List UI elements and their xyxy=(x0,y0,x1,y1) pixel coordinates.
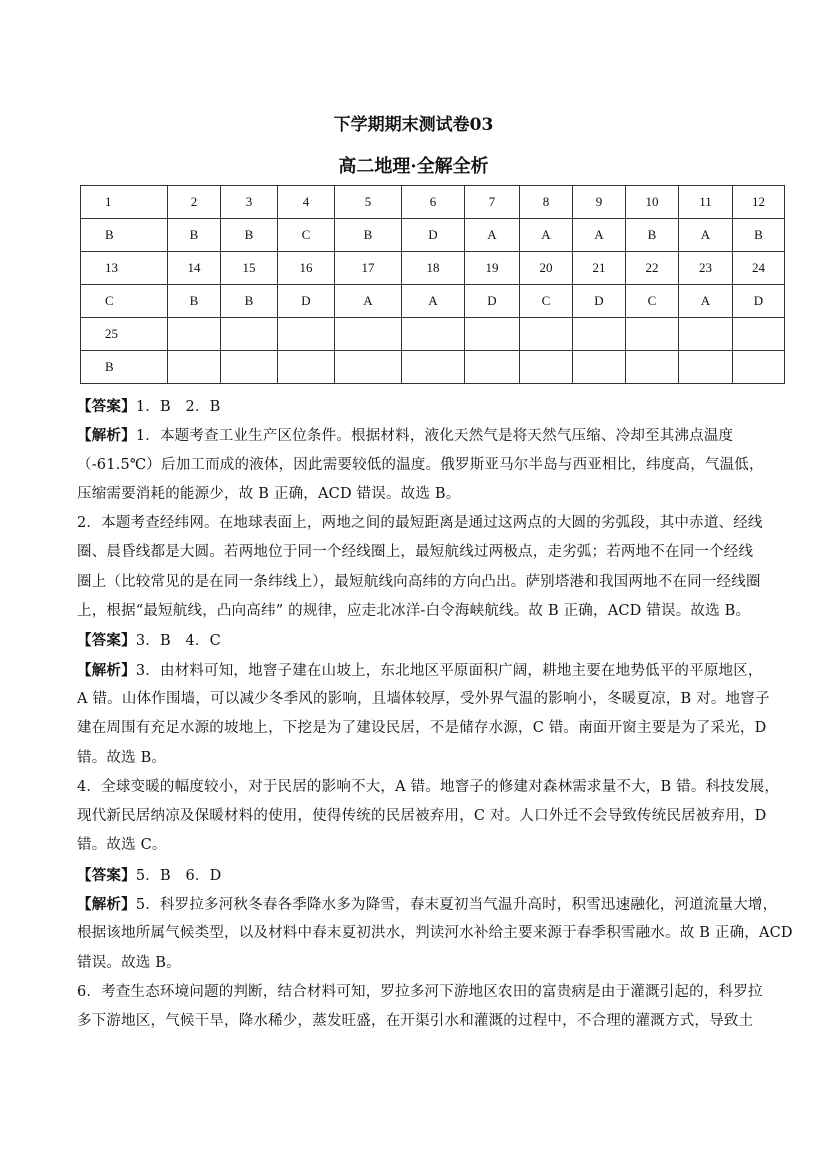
table-cell: 19 xyxy=(465,252,520,285)
table-cell xyxy=(168,318,221,351)
line-text: 圈、晨昏线都是大圆。若两地位于同一个经线圈上，最短航线过两极点，走劣弧；若两地不在同一个经线 xyxy=(77,544,754,561)
table-cell: B xyxy=(168,219,221,252)
table-cell xyxy=(520,318,573,351)
table-cell xyxy=(402,351,465,384)
text-line xyxy=(77,568,761,597)
text-line xyxy=(77,1007,757,1036)
text-line xyxy=(77,421,757,450)
table-cell: 12 xyxy=(733,186,785,219)
table-cell: 4 xyxy=(278,186,335,219)
table-cell: B xyxy=(221,285,278,318)
line-text: 3．由材料可知，地窨子建在山坡上，东北地区平原面积广阔，耕地主要在地势低平的平原地区， xyxy=(135,662,763,679)
line-text: 3．B 4．C xyxy=(135,633,221,650)
text-line xyxy=(77,714,767,743)
line-text: 1．本题考查工业生产区位条件。根据材料，液化天然气是将天然气压缩、冷却至其沸点温度 xyxy=(135,428,734,445)
table-cell: C xyxy=(81,285,168,318)
text-line xyxy=(77,949,757,978)
section-tag: 【解析】 xyxy=(77,661,136,679)
table-cell: 24 xyxy=(733,252,785,285)
line-text: 2．本题考查经纬网。在地球表面上，两地之间的最短距离是通过这两点的大圆的劣弧段，其中赤道、经线 xyxy=(77,515,763,532)
section-tag: 【答案】 xyxy=(77,632,136,650)
table-cell: A xyxy=(465,219,520,252)
section-tag: 【解析】 xyxy=(77,896,136,914)
table-cell: 6 xyxy=(402,186,465,219)
table-cell: A xyxy=(402,285,465,318)
text-line xyxy=(77,978,763,1007)
table-row xyxy=(81,351,785,384)
table-cell: D xyxy=(278,285,335,318)
table-cell: 17 xyxy=(335,252,402,285)
table-cell: 18 xyxy=(402,252,465,285)
table-cell xyxy=(168,351,221,384)
table-cell xyxy=(278,318,335,351)
line-text: 圈上（比较常见的是在同一条纬线上），最短航线向高纬的方向凸出。萨别塔港和我国两地不在同一经线圈 xyxy=(77,573,761,590)
table-cell: B xyxy=(626,219,679,252)
table-cell: 25 xyxy=(81,318,168,351)
table-cell: 10 xyxy=(626,186,679,219)
table-cell: 11 xyxy=(679,186,733,219)
table-cell xyxy=(221,351,278,384)
table-row xyxy=(81,285,785,318)
table-cell: A xyxy=(520,219,573,252)
text-line xyxy=(77,451,764,480)
table-cell: 7 xyxy=(465,186,520,219)
table-cell xyxy=(573,318,626,351)
table-row xyxy=(81,318,785,351)
line-text: 错。故选 C。 xyxy=(77,837,167,854)
table-cell: C xyxy=(626,285,679,318)
document-subtitle: 高二地理·全解全析 xyxy=(338,156,489,177)
table-cell: B xyxy=(168,285,221,318)
table-row xyxy=(81,252,785,285)
table-cell xyxy=(733,351,785,384)
table-row xyxy=(81,186,785,219)
text-line xyxy=(77,831,757,860)
table-cell: A xyxy=(679,285,733,318)
table-cell: B xyxy=(81,351,168,384)
text-line xyxy=(77,773,780,802)
section-tag: 【解析】 xyxy=(77,427,136,445)
line-text: A 错。山体作围墙，可以减少冬季风的影响，且墙体较厚，受外界气温的影响小，冬暖夏凉，B 对。地窨子 xyxy=(77,690,770,707)
line-text: 上，根据“最短航线，凸向高纬” 的规律，应走北冰洋-白令海峡航线。故 B 正确，ACD 错误。故选 B。 xyxy=(77,603,751,620)
table-cell xyxy=(733,318,785,351)
table-cell: 14 xyxy=(168,252,221,285)
table-cell: 16 xyxy=(278,252,335,285)
text-line xyxy=(77,861,757,890)
explanation-body xyxy=(77,392,793,1037)
table-cell: B xyxy=(335,219,402,252)
table-cell xyxy=(402,318,465,351)
table-cell xyxy=(221,318,278,351)
table-cell xyxy=(465,351,520,384)
line-text: 5．科罗拉多河秋冬春各季降水多为降雪，春末夏初当气温升高时，积雪迅速融化，河道流量大增， xyxy=(135,897,778,914)
table-cell xyxy=(679,351,733,384)
table-cell xyxy=(573,351,626,384)
table-cell: D xyxy=(573,285,626,318)
table-cell xyxy=(335,351,402,384)
text-line xyxy=(77,392,757,421)
line-text: （-61.5℃）后加工而成的液体，因此需要较低的温度。俄罗斯亚马尔半岛与西亚相比，纬度高，气温低， xyxy=(77,456,764,473)
table-cell xyxy=(626,318,679,351)
table-cell: C xyxy=(520,285,573,318)
table-cell: 1 xyxy=(81,186,168,219)
table-cell: D xyxy=(465,285,520,318)
line-text: 根据该地所属气候类型，以及材料中春末夏初洪水，判读河水补给主要来源于春季积雪融水。故 B 正确，ACD xyxy=(77,925,793,942)
table-cell: A xyxy=(679,219,733,252)
table-cell: D xyxy=(402,219,465,252)
table-cell: 20 xyxy=(520,252,573,285)
table-cell: 23 xyxy=(679,252,733,285)
table-cell xyxy=(465,318,520,351)
text-line xyxy=(77,802,767,831)
line-text: 建在周围有充足水源的坡地上，下挖是为了建设民居，不是储存水源，C 错。南面开窗主要是为了采光，D xyxy=(77,720,767,737)
table-cell: 8 xyxy=(520,186,573,219)
section-tag: 【答案】 xyxy=(77,398,136,415)
table-cell: D xyxy=(733,285,785,318)
text-line xyxy=(77,919,793,948)
text-line xyxy=(77,685,770,714)
text-line xyxy=(77,509,763,538)
line-text: 4．全球变暖的幅度较小，对于民居的影响不大，A 错。地窨子的修建对森林需求量不大，B 错。科技发展， xyxy=(77,778,780,795)
section-tag: 【答案】 xyxy=(77,866,136,884)
table-cell: B xyxy=(81,219,168,252)
text-line xyxy=(77,744,757,773)
text-line xyxy=(77,656,763,685)
table-cell: C xyxy=(278,219,335,252)
table-cell: A xyxy=(335,285,402,318)
table-cell: 2 xyxy=(168,186,221,219)
text-line xyxy=(77,597,757,626)
table-cell: 22 xyxy=(626,252,679,285)
table-cell xyxy=(335,318,402,351)
table-cell: 5 xyxy=(335,186,402,219)
table-cell: 9 xyxy=(573,186,626,219)
table-cell: B xyxy=(221,219,278,252)
table-cell: 21 xyxy=(573,252,626,285)
table-cell: B xyxy=(733,219,785,252)
table-cell xyxy=(626,351,679,384)
table-cell: 15 xyxy=(221,252,278,285)
line-text: 1．B 2．B xyxy=(135,399,221,415)
text-line xyxy=(77,538,757,567)
line-text: 现代新民居纳凉及保暖材料的使用，使得传统的民居被弃用，C 对。人口外迁不会导致传统民居被弃用，D xyxy=(77,808,767,825)
table-cell: 3 xyxy=(221,186,278,219)
text-line xyxy=(77,890,778,919)
document-title: 下学期期末测试卷03 xyxy=(333,115,494,135)
table-row xyxy=(81,219,785,252)
line-text: 5．B 6．D xyxy=(135,867,222,884)
table-cell xyxy=(520,351,573,384)
answer-table xyxy=(80,185,785,384)
table-cell xyxy=(679,318,733,351)
text-line xyxy=(77,480,757,509)
text-line xyxy=(77,626,757,655)
line-text: 错误。故选 B。 xyxy=(77,954,181,971)
line-text: 压缩需要消耗的能源少，故 B 正确，ACD 错误。故选 B。 xyxy=(77,485,461,502)
line-text: 错。故选 B。 xyxy=(77,749,167,766)
table-cell xyxy=(278,351,335,384)
line-text: 6．考查生态环境问题的判断，结合材料可知，罗拉多河下游地区农田的富贵病是由于灌溉引起的，科罗拉 xyxy=(77,983,763,1000)
table-cell: 13 xyxy=(81,252,168,285)
table-cell: A xyxy=(573,219,626,252)
line-text: 多下游地区，气候干旱，降水稀少，蒸发旺盛，在开渠引水和灌溉的过程中，不合理的灌溉方式，导致土 xyxy=(77,1013,754,1030)
